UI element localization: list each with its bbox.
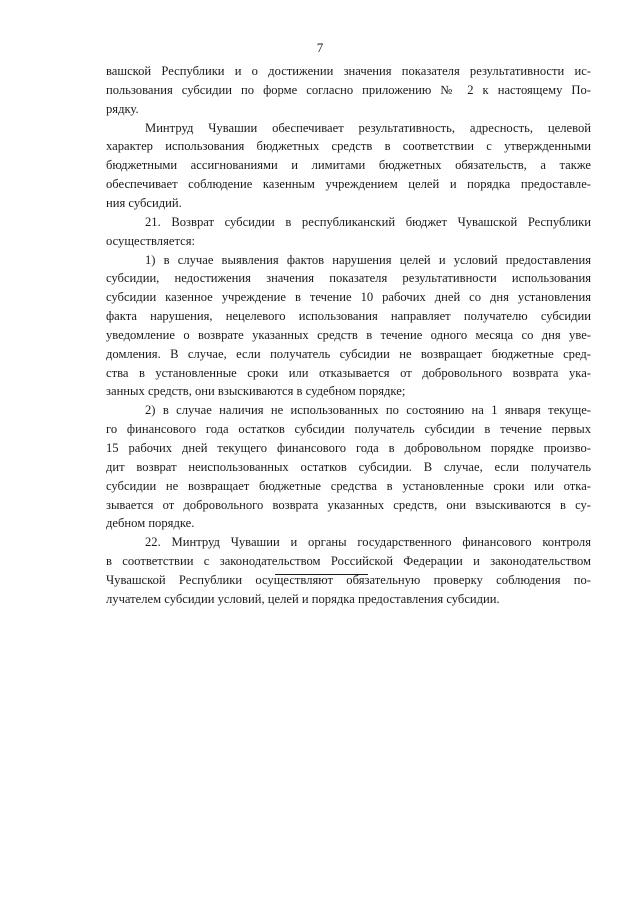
text-line: факта нарушения, нецелевого использования направляет получателю субсидии [106, 309, 591, 323]
text-line: 2) в случае наличия не использованных по состоянию на 1 января текуще- [145, 403, 591, 417]
text-line: рядку. [106, 102, 139, 116]
text-line: бюджетными ассигнованиями и лимитами бюджетных обязательств, а также [106, 158, 591, 172]
text-line: Минтруд Чувашии обеспечивает результативность, адресность, целевой [145, 121, 591, 135]
text-line: ства в установленные сроки или отказывается от добровольного возврата ука- [106, 366, 591, 380]
text-line: Чувашской Республики осуществляют обязательную проверку соблюдения по- [106, 573, 591, 587]
page-number: 7 [316, 40, 324, 55]
text-line: характер использования бюджетных средств в соответствии с утвержденными [106, 139, 591, 153]
text-line: субсидии казенное учреждение в течение 10 рабочих дней со дня установления [106, 290, 591, 304]
text-line: го финансового года остатков субсидии получатель субсидии в течение первых [106, 422, 591, 436]
text-line: занных средств, они взыскиваются в судебном порядке; [106, 384, 406, 398]
separator-line [275, 574, 368, 575]
text-line: лучателем субсидии условий, целей и порядка предоставления субсидии. [106, 592, 500, 606]
text-line: 21. Возврат субсидии в республиканский бюджет Чувашской Республики [145, 215, 591, 229]
text-line: 22. Минтруд Чувашии и органы государственного финансового контроля [145, 535, 591, 549]
text-line: пользования субсидии по форме согласно приложению № 2 к настоящему По- [106, 83, 591, 97]
text-line: ния субсидий. [106, 196, 182, 210]
text-line: обеспечивает соблюдение казенным учреждением целей и порядка предоставле- [106, 177, 591, 191]
text-line: осуществляется: [106, 234, 196, 248]
text-line: зывается от добровольного возврата указанных средств, они взыскиваются в су- [106, 498, 591, 512]
text-line: домления. В случае, если получатель субсидии не возвращает бюджетные сред- [106, 347, 591, 361]
text-line: уведомление о возврате указанных средств в течение одного месяца со дня уве- [106, 328, 591, 342]
text-line: субсидии не возвращает бюджетные средства в установленные сроки или отка- [106, 479, 591, 493]
text-line: в соответствии с законодательством Российской Федерации и законодательством [106, 554, 591, 568]
text-line: дебном порядке. [106, 516, 195, 530]
text-line: дит возврат неиспользованных остатков субсидии. В случае, если получатель [106, 460, 591, 474]
text-line: 15 рабочих дней текущего финансового года в добровольном порядке произво- [106, 441, 591, 455]
text-line: 1) в случае выявления фактов нарушения целей и условий предоставления [145, 253, 591, 267]
text-line: субсидии, недостижения значения показателя результативности использования [106, 271, 591, 285]
text-line: вашской Республики и о достижении значения показателя результативности ис- [106, 64, 591, 78]
